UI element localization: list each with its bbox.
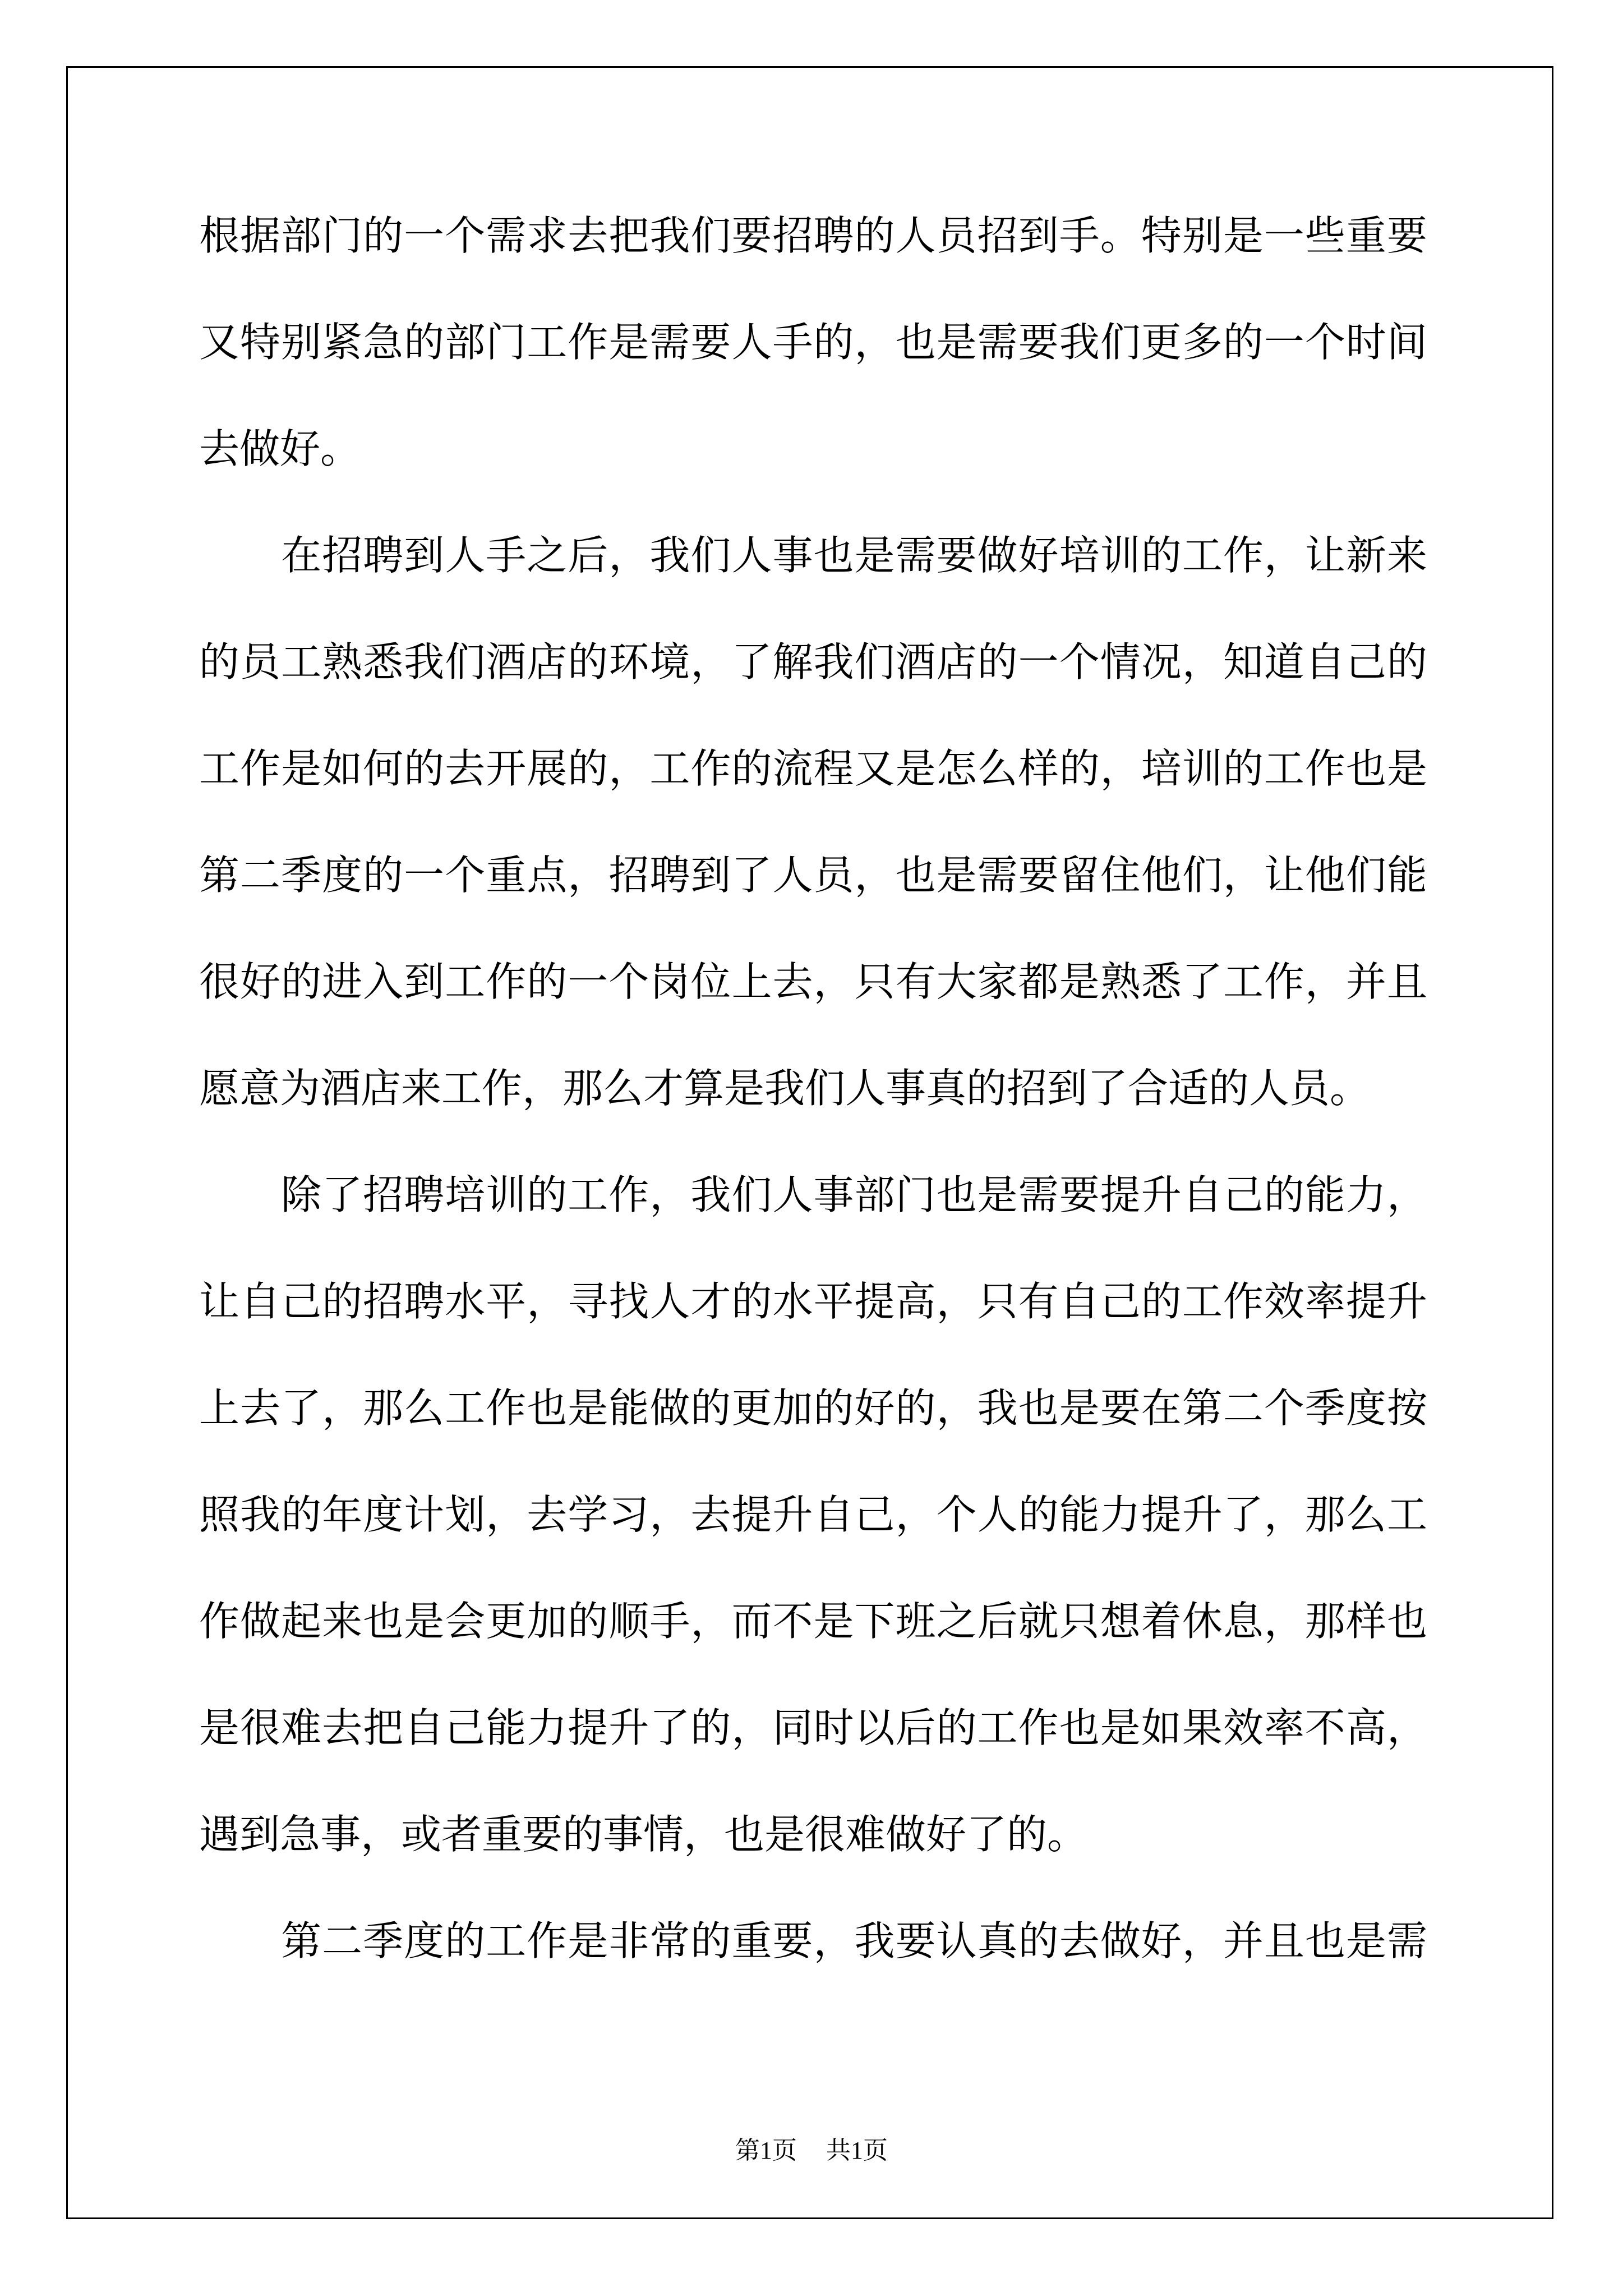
text-line: 第二季度的一个重点，招聘到了人员，也是需要留住他们，让他们能 <box>199 852 1427 899</box>
text-line: 作做起来也是会更加的顺手，而不是下班之后就只想着休息，那样也 <box>199 1598 1427 1645</box>
text-line: 上去了，那么工作也是能做的更加的好的，我也是要在第二个季度按 <box>199 1384 1427 1432</box>
text-line: 根据部门的一个需求去把我们要招聘的人员招到手。特别是一些重要 <box>199 212 1427 259</box>
text-line: 工作是如何的去开展的，工作的流程又是怎么样的，培训的工作也是 <box>199 745 1427 792</box>
text-line: 照我的年度计划，去学习，去提升自己，个人的能力提升了，那么工 <box>199 1491 1427 1538</box>
text-line: 遇到急事，或者重要的事情，也是很难做好了的。 <box>199 1811 1088 1858</box>
text-line: 是很难去把自己能力提升了的，同时以后的工作也是如果效率不高， <box>199 1704 1427 1751</box>
text-line: 又特别紧急的部门工作是需要人手的，也是需要我们更多的一个时间 <box>199 319 1427 366</box>
page-number: 第1页 <box>735 2137 797 2164</box>
text-line: 很好的进入到工作的一个岗位上去，只有大家都是熟悉了工作，并且 <box>199 958 1427 1005</box>
text-line: 第二季度的工作是非常的重要，我要认真的去做好，并且也是需 <box>199 1917 1427 1964</box>
text-line: 的员工熟悉我们酒店的环境，了解我们酒店的一个情况，知道自己的 <box>199 638 1427 685</box>
page-total: 共1页 <box>826 2137 888 2164</box>
text-line: 让自己的招聘水平，寻找人才的水平提高，只有自己的工作效率提升 <box>199 1278 1427 1325</box>
page-border <box>66 66 1553 2219</box>
text-line: 在招聘到人手之后，我们人事也是需要做好培训的工作，让新来 <box>199 532 1427 579</box>
page-footer <box>0 2135 1623 2166</box>
text-line: 去做好。 <box>199 425 361 472</box>
text-line: 除了招聘培训的工作，我们人事部门也是需要提升自己的能力， <box>199 1171 1427 1218</box>
text-line: 愿意为酒店来工作，那么才算是我们人事真的招到了合适的人员。 <box>199 1065 1371 1112</box>
